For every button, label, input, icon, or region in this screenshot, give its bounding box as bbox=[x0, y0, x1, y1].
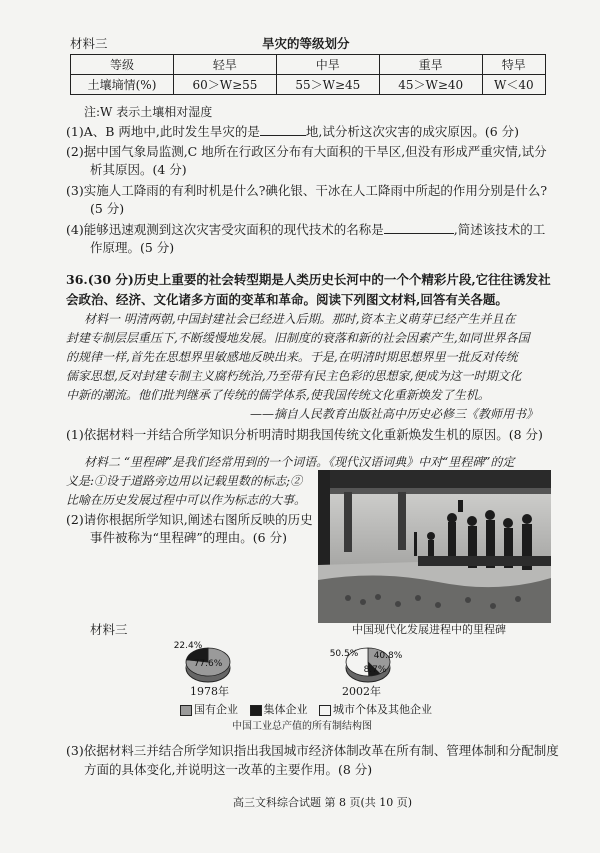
pie-value-label: 40.8% bbox=[373, 651, 403, 661]
material1-line4: 儒家思想,反对封建专制主义腐朽统治,乃至带有民主色彩的思想家,便成为这一时期文化 bbox=[66, 369, 522, 383]
pie-1978-year-label: 1978年 bbox=[190, 685, 229, 698]
material1-line5: 中新的潮流。他们批判继承了传统的儒学体系,使我国传统文化重新焕发了生机。 bbox=[66, 388, 490, 402]
pie-value-label: 22.4% bbox=[173, 641, 203, 651]
q4-text-b: ,简述该技术的工 bbox=[453, 222, 546, 237]
q1-text-b: 地,试分析这次灾害的成灾原因。(6 分) bbox=[305, 124, 520, 139]
pie-value-label: 8.7% bbox=[363, 665, 387, 675]
chart-caption: 中国工业总产值的所有制结构图 bbox=[232, 721, 372, 732]
table-header-cell: 等级 bbox=[71, 55, 174, 75]
table-cell: 60＞W≥55 bbox=[174, 75, 277, 95]
legend-label-private: 城市个体及其他企业 bbox=[333, 703, 432, 716]
sub3-line2: 方面的具体变化,并说明这一改革的主要作用。(8 分) bbox=[84, 762, 373, 777]
pie-1 bbox=[330, 648, 403, 682]
chart-title: 中国现代化发展进程中的里程碑 bbox=[352, 623, 506, 636]
q2-line1: (2)据中国气象局监测,C 地所在行政区分布有大面积的干旱区,但没有形成严重灾情,试分 bbox=[66, 144, 547, 159]
material1-line2: 封建专制层层重压下,不断缓慢地发展。旧制度的衰落和新的社会因素产生,如同世界各国 bbox=[66, 331, 530, 345]
sub3-line1: (3)依据材料三并结合所学知识指出我国城市经济体制改革在所有制、管理体制和分配制度 bbox=[66, 743, 559, 758]
material2-line2: 义是:①设于道路旁边用以记载里数的标志;② bbox=[66, 474, 303, 488]
q1-answer-blank[interactable] bbox=[260, 135, 306, 136]
sub2-line2: 事件被称为“里程碑”的理由。(6 分) bbox=[90, 530, 287, 545]
material2-line3: 比喻在历史发展过程中可以作为标志的大事。 bbox=[66, 493, 307, 507]
question-1 bbox=[66, 123, 519, 140]
q4-text-a: (4)能够迅速观测到这次灾害受灾面积的现代技术的名称是 bbox=[66, 222, 384, 237]
table-title: 旱灾的等级划分 bbox=[262, 36, 350, 51]
material3-label: 材料三 bbox=[70, 36, 108, 51]
table-cell: 45＞W≥40 bbox=[379, 75, 482, 95]
material3-chart-label: 材料三 bbox=[90, 622, 128, 637]
table-header-cell: 轻旱 bbox=[174, 55, 277, 75]
table-note: 注:W 表示土壤相对湿度 bbox=[84, 105, 213, 119]
table-header-cell: 中旱 bbox=[276, 55, 379, 75]
historical-photo bbox=[318, 470, 551, 623]
table-cell: W＜40 bbox=[482, 75, 545, 95]
q1-text-a: (1)A、B 两地中,此时发生旱灾的是 bbox=[66, 124, 260, 139]
material2-line1: 材料二 “里程碑”是我们经常用到的一个词语。《现代汉语词典》中对“里程碑”的定 bbox=[84, 455, 515, 469]
table-row bbox=[71, 75, 546, 95]
photo-illustration bbox=[318, 470, 551, 623]
pie-2002-year-label: 2002年 bbox=[342, 685, 381, 698]
table-header-cell: 重旱 bbox=[379, 55, 482, 75]
table-header-cell: 特旱 bbox=[482, 55, 545, 75]
material1-line1: 材料一 明清两朝,中国封建社会已经进入后期。那时,资本主义萌芽已经产生并且在 bbox=[84, 312, 516, 326]
q3-line2: (5 分) bbox=[90, 201, 125, 216]
legend-swatch-collective bbox=[250, 705, 262, 716]
page-footer: 高三文科综合试题 第 8 页(共 10 页) bbox=[233, 796, 413, 809]
pie-value-label: 50.5% bbox=[329, 649, 359, 659]
sub-question-1: (1)依据材料一并结合所学知识分析明清时期我国传统文化重新焕发生机的原因。(8 分) bbox=[66, 427, 543, 442]
table-header-row bbox=[71, 55, 546, 75]
legend-label-collective: 集体企业 bbox=[263, 703, 308, 716]
q4-answer-blank[interactable] bbox=[384, 233, 454, 234]
chart-legend bbox=[180, 701, 432, 718]
material1-line3: 的规律一样,首先在思想界里敏感地反映出来。于是,在明清时期思想界里一批反对传统 bbox=[66, 350, 518, 364]
legend-swatch-state bbox=[180, 705, 192, 716]
table-row-label: 土壤墒情(%) bbox=[71, 75, 174, 95]
q4-line2: 作原理。(5 分) bbox=[90, 240, 175, 255]
q3-line1: (3)实施人工降雨的有利时机是什么?碘化银、干冰在人工降雨中所起的作用分别是什么? bbox=[66, 183, 548, 198]
q36-intro-line1: 36.(30 分)历史上重要的社会转型期是人类历史长河中的一个个精彩片段,它往往诱发社 bbox=[66, 272, 551, 287]
q2-line2: 析其原因。(4 分) bbox=[90, 162, 187, 177]
table-cell: 55＞W≥45 bbox=[276, 75, 379, 95]
drought-grade-table bbox=[70, 54, 546, 95]
pie-value-label: 77.6% bbox=[193, 659, 223, 669]
question-4 bbox=[66, 221, 545, 238]
legend-swatch-private bbox=[319, 705, 331, 716]
pie-0 bbox=[174, 641, 230, 682]
sub2-line1: (2)请你根据所学知识,阐述右图所反映的历史 bbox=[66, 512, 313, 527]
material1-source: ——摘自人民教育出版社高中历史必修三《教师用书》 bbox=[250, 407, 539, 421]
legend-label-state: 国有企业 bbox=[194, 703, 238, 716]
q36-intro-line2: 会政治、经济、文化诸多方面的变革和革命。阅读下列图文材料,回答有关各题。 bbox=[66, 292, 508, 307]
